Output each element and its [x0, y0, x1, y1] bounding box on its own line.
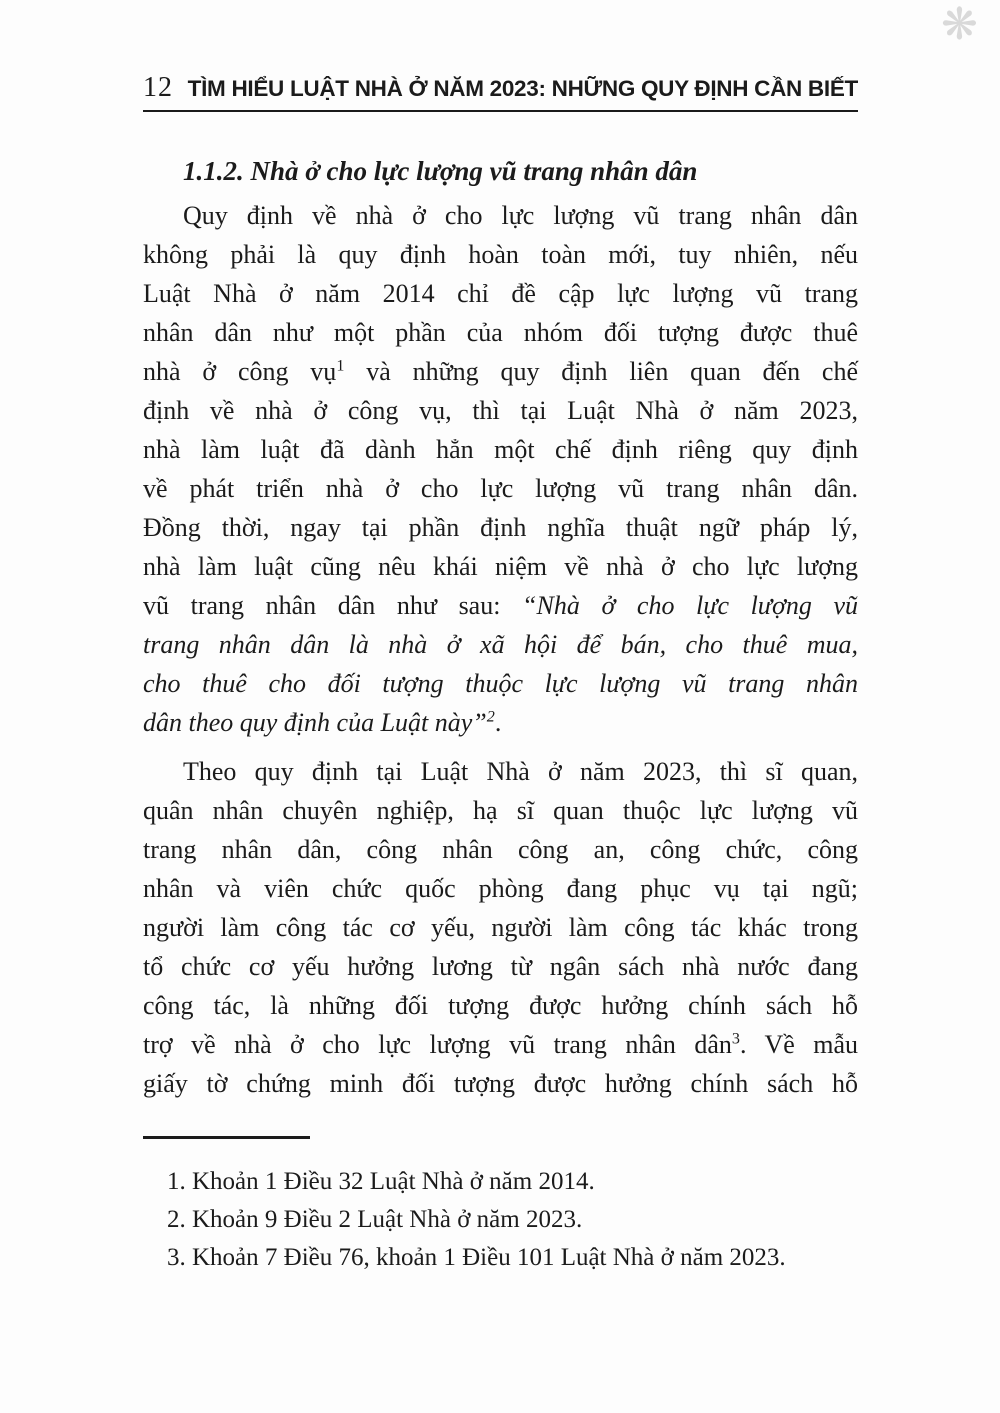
text-segment: vũ trang nhân dân như sau:: [143, 591, 523, 620]
text-segment: tổ chức cơ yếu hưởng lương từ ngân sách nhà nước đang: [143, 952, 858, 981]
section-heading: 1.1.2. Nhà ở cho lực lượng vũ trang nhân dân: [183, 156, 698, 186]
text-segment: nhà làm luật cũng nêu khái niệm về nhà ở cho lực lượng: [143, 552, 858, 581]
paragraph: [143, 196, 858, 742]
text-segment: dân theo quy định của Luật này”: [143, 708, 487, 737]
footnote-divider: [143, 1136, 310, 1139]
text-segment: giấy tờ chứng minh đối tượng được hưởng chính sách hỗ: [143, 1069, 858, 1098]
text-line: [143, 1064, 858, 1103]
text-segment: cho thuê cho đối tượng thuộc lực lượng vũ trang nhân: [143, 669, 858, 698]
footnote-item: 1. Khoản 1 Điều 32 Luật Nhà ở năm 2014.: [167, 1168, 595, 1195]
text-line: [143, 986, 858, 1025]
text-line: [143, 625, 858, 664]
footnote-item: 2. Khoản 9 Điều 2 Luật Nhà ở năm 2023.: [167, 1206, 583, 1233]
text-segment: định về nhà ở công vụ, thì tại Luật Nhà ở năm 2023,: [143, 396, 858, 425]
text-line: [143, 947, 858, 986]
text-segment: trang nhân dân, công nhân công an, công chức, công: [143, 835, 858, 864]
text-segment: không phải là quy định hoàn toàn mới, tuy nhiên, nếu: [143, 240, 858, 269]
text-line: [143, 869, 858, 908]
text-line: [143, 664, 858, 703]
text-segment: trợ về nhà ở cho lực lượng vũ trang nhân dân: [143, 1030, 732, 1059]
text-line: [143, 791, 858, 830]
text-line: [143, 313, 858, 352]
footnote-block: [143, 1126, 858, 1277]
paragraph: [143, 752, 858, 1103]
running-header-title: TÌM HIỂU LUẬT NHÀ Ở NĂM 2023: NHỮNG QUY ĐỊNH CẦN BIẾT: [187, 76, 858, 101]
footnote-ref: 3: [731, 1030, 740, 1048]
flower-ornament-icon: ❋: [941, 0, 978, 49]
text-line: [143, 586, 858, 625]
running-header: [143, 72, 858, 104]
text-segment: và những quy định liên quan đến chế: [344, 357, 858, 386]
footnote-item: 3. Khoản 7 Điều 76, khoản 1 Điều 101 Luật Nhà ở năm 2023.: [167, 1244, 786, 1271]
text-line: [143, 547, 858, 586]
text-segment: nhân và viên chức quốc phòng đang phục vụ tại ngũ;: [143, 874, 858, 903]
footnote-ref: 2: [486, 708, 495, 726]
text-segment: người làm công tác cơ yếu, người làm công tác khác trong: [143, 913, 858, 942]
text-line: [143, 469, 858, 508]
text-segment: nhà làm luật đã dành hẳn một chế định riêng quy định: [143, 435, 858, 464]
text-segment: “Nhà ở cho lực lượng vũ: [522, 591, 858, 620]
text-line: [143, 908, 858, 947]
text-line: [143, 430, 858, 469]
footnote-ref: 1: [336, 357, 345, 375]
header-divider: [143, 110, 858, 112]
text-line: [143, 352, 858, 391]
text-line: [143, 235, 858, 274]
page-body: [143, 150, 858, 1103]
text-segment: Đồng thời, ngay tại phần định nghĩa thuật ngữ pháp lý,: [143, 513, 858, 542]
text-line: [143, 391, 858, 430]
text-line: [143, 274, 858, 313]
text-line: [143, 508, 858, 547]
text-segment: Quy định về nhà ở cho lực lượng vũ trang nhân dân: [183, 201, 858, 230]
text-segment: về phát triển nhà ở cho lực lượng vũ trang nhân dân.: [143, 474, 858, 503]
text-segment: trang nhân dân là nhà ở xã hội để bán, cho thuê mua,: [143, 630, 858, 659]
text-line: [143, 196, 858, 235]
text-segment: Luật Nhà ở năm 2014 chỉ đề cập lực lượng vũ trang: [143, 279, 858, 308]
text-segment: nhân dân như một phần của nhóm đối tượng được thuê: [143, 318, 858, 347]
text-segment: quân nhân chuyên nghiệp, hạ sĩ quan thuộc lực lượng vũ: [143, 796, 858, 825]
footnote-list: [143, 1163, 858, 1277]
text-line: [143, 1025, 858, 1064]
text-line: [143, 830, 858, 869]
text-line: [143, 752, 858, 791]
body-paragraphs: [143, 196, 858, 1103]
text-segment: .: [494, 708, 502, 737]
text-segment: Theo quy định tại Luật Nhà ở năm 2023, thì sĩ quan,: [183, 757, 858, 786]
text-segment: nhà ở công vụ: [143, 357, 337, 386]
text-segment: công tác, là những đối tượng được hưởng chính sách hỗ: [143, 991, 858, 1020]
text-line: [143, 703, 858, 742]
text-segment: . Về mẫu: [739, 1030, 858, 1059]
page-number: 12: [143, 72, 173, 103]
